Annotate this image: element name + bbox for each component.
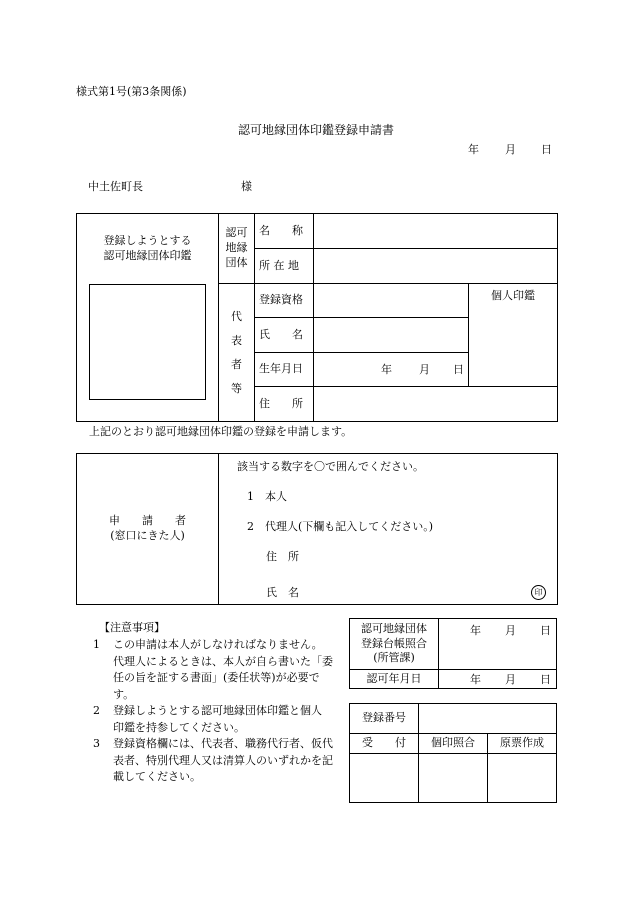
- rep-address-label: 住 所: [255, 387, 314, 422]
- original-created-label: 原票作成: [488, 734, 557, 754]
- group-name-field[interactable]: [314, 214, 558, 249]
- office-reception-table: [349, 703, 557, 803]
- note-item-3: [93, 736, 348, 786]
- group-label-3: 団体: [225, 255, 248, 269]
- option-self-number: 1: [247, 490, 254, 503]
- form-number: 様式第1号(第3条関係): [76, 85, 187, 98]
- note-2-number: 2: [93, 704, 100, 717]
- approval-date-field[interactable]: [439, 670, 557, 689]
- approval-date-label: 認可年月日: [350, 670, 439, 689]
- group-address-field[interactable]: [314, 249, 558, 284]
- birth-year-label: 年: [381, 363, 392, 376]
- group-label-2: 地縁: [225, 241, 248, 255]
- note-1-line-1: この申請は本人がしなければなりません。: [113, 638, 323, 651]
- group-name-label: 名 称: [255, 214, 314, 249]
- applicant-content-cell: [219, 454, 558, 605]
- ledger-check-day: 日: [540, 624, 551, 637]
- rep-label-4: 等: [231, 381, 242, 395]
- notes-list: [93, 637, 348, 786]
- ledger-check-month: 月: [505, 624, 516, 637]
- applicant-sublabel: (窓口にきた人): [110, 529, 185, 542]
- note-2-line-1: 登録しようとする認可地縁団体印鑑と個人: [113, 704, 322, 717]
- applicant-label-cell: [77, 454, 219, 605]
- approval-year: 年: [470, 673, 481, 686]
- seal-registration-cell: [77, 214, 219, 422]
- note-item-2: [93, 703, 348, 736]
- received-label: 受 付: [350, 734, 419, 754]
- note-3-line-2: 表者、特別代理人又は清算人のいずれかを記: [113, 753, 333, 767]
- ledger-check-label-cell: [350, 619, 439, 670]
- birth-date-label: 生年月日: [255, 353, 314, 387]
- form-title: 認可地縁団体印鑑登録申請書: [238, 123, 395, 137]
- rep-label-1: 代: [231, 309, 242, 323]
- registration-number-field[interactable]: [419, 704, 557, 734]
- ledger-check-label-2: 登録台帳照合: [361, 636, 427, 650]
- applicant-label: 申 請 者: [109, 514, 186, 528]
- ledger-check-year: 年: [470, 624, 481, 637]
- ledger-check-label-1: 認可地縁団体: [361, 621, 427, 635]
- registration-table: [76, 213, 558, 422]
- note-3-line-1: 登録資格欄には、代表者、職務代行者、仮代: [113, 737, 333, 750]
- personal-seal-cell[interactable]: [469, 284, 558, 387]
- group-seal-impression-box[interactable]: [89, 284, 206, 400]
- qualification-label: 登録資格: [255, 284, 314, 318]
- birth-day-label: 日: [453, 363, 464, 376]
- date-month-label: 月: [505, 143, 516, 156]
- representative-label-cell: [219, 284, 255, 422]
- seal-check-label: 個印照合: [419, 734, 488, 754]
- qualification-field[interactable]: [314, 284, 469, 318]
- approval-day: 日: [540, 673, 551, 686]
- date-day-label: 日: [541, 143, 552, 156]
- registration-number-label: 登録番号: [350, 704, 419, 734]
- original-created-stamp-field[interactable]: [488, 754, 557, 803]
- birth-date-field[interactable]: [314, 353, 469, 387]
- applicant-table: [76, 453, 558, 605]
- rep-label-2: 表: [231, 333, 242, 347]
- note-item-1: [93, 637, 348, 703]
- agent-name-label: 氏 名: [266, 586, 299, 599]
- date-year-label: 年: [468, 143, 479, 156]
- option-self-label: 本人: [265, 490, 287, 503]
- seal-check-stamp-field[interactable]: [419, 754, 488, 803]
- ledger-check-label-3: (所管課): [373, 651, 415, 665]
- personal-seal-label: 個人印鑑: [491, 289, 535, 302]
- seal-section-label-1: 登録しようとする: [103, 234, 192, 247]
- note-1-line-2: 代理人によるときは、本人が自ら書いた「委: [113, 654, 333, 668]
- option-self[interactable]: [247, 491, 287, 502]
- seal-mark-icon: 印: [531, 585, 546, 600]
- office-check-table: [349, 618, 557, 689]
- seal-section-label-2: 認可地縁団体印鑑: [103, 248, 192, 262]
- rep-name-field[interactable]: [314, 318, 469, 353]
- note-1-line-3: 任の旨を証する書面」(委任状等)が必要で: [113, 671, 320, 684]
- option-agent[interactable]: [247, 521, 433, 532]
- rep-address-field[interactable]: [314, 387, 558, 422]
- declaration-text: 上記のとおり認可地縁団体印鑑の登録を申請します。: [89, 425, 353, 438]
- option-agent-number: 2: [247, 520, 254, 533]
- approval-month: 月: [505, 673, 516, 686]
- note-1-line-4: す。: [113, 687, 135, 701]
- note-3-number: 3: [93, 737, 100, 750]
- agent-address-label: 住 所: [266, 550, 299, 563]
- ledger-check-date-field[interactable]: [439, 619, 557, 670]
- rep-name-label: 氏 名: [255, 318, 314, 353]
- note-1-number: 1: [93, 638, 100, 651]
- option-agent-label: 代理人(下欄も記入してください。): [265, 520, 434, 533]
- group-label-1: 認可: [225, 226, 248, 240]
- birth-month-label: 月: [419, 363, 430, 376]
- note-2-line-2: 印鑑を持参してください。: [113, 720, 245, 734]
- notes-heading: 【注意事項】: [99, 621, 165, 634]
- received-stamp-field[interactable]: [350, 754, 419, 803]
- circle-instruction: 該当する数字を〇で囲んでください。: [237, 460, 424, 473]
- honorific: 様: [241, 180, 252, 193]
- note-3-line-3: 載してください。: [113, 770, 201, 783]
- group-address-label: 所 在 地: [255, 249, 314, 284]
- addressee: 中土佐町長: [88, 180, 143, 193]
- rep-label-3: 者: [231, 357, 242, 371]
- group-label-cell: [219, 214, 255, 284]
